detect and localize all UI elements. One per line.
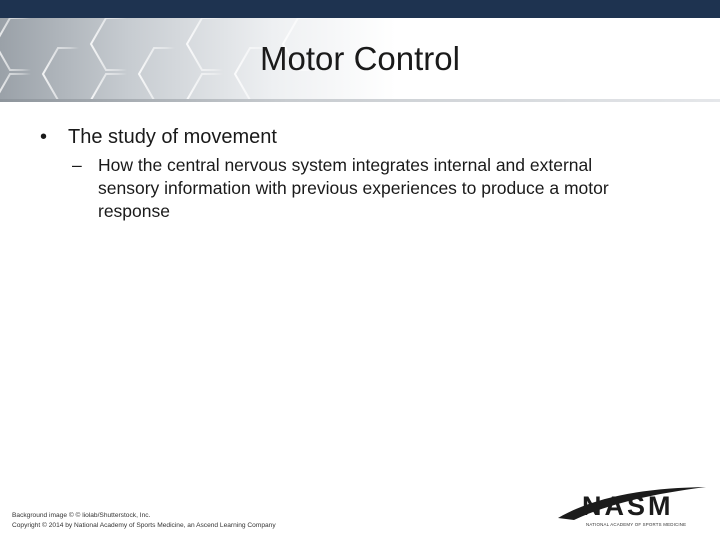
logo-subtext: NATIONAL ACADEMY OF SPORTS MEDICINE xyxy=(586,522,687,527)
bullet-marker: • xyxy=(40,126,48,148)
sub-bullet-text: How the central nervous system integrates internal and external sensory information with previous experiences to produce a motor response xyxy=(98,155,609,221)
bullet-text: The study of movement xyxy=(68,126,277,148)
top-bar xyxy=(0,0,720,18)
copyright-notice: Copyright © 2014 by National Academy of Sports Medicine, an Ascend Learning Company xyxy=(12,522,276,529)
header-divider xyxy=(0,99,720,102)
background-credit: Background image © © liolab/Shutterstock, Inc. xyxy=(12,512,151,519)
logo-wordmark: NASM xyxy=(582,491,674,521)
footer-credits xyxy=(12,511,276,531)
nasm-logo xyxy=(556,486,708,532)
bullet-item xyxy=(40,124,680,150)
sub-bullet-marker: – xyxy=(72,155,82,175)
sub-bullet-item xyxy=(72,154,680,223)
slide-content xyxy=(40,124,680,223)
slide-title: Motor Control xyxy=(260,40,460,77)
